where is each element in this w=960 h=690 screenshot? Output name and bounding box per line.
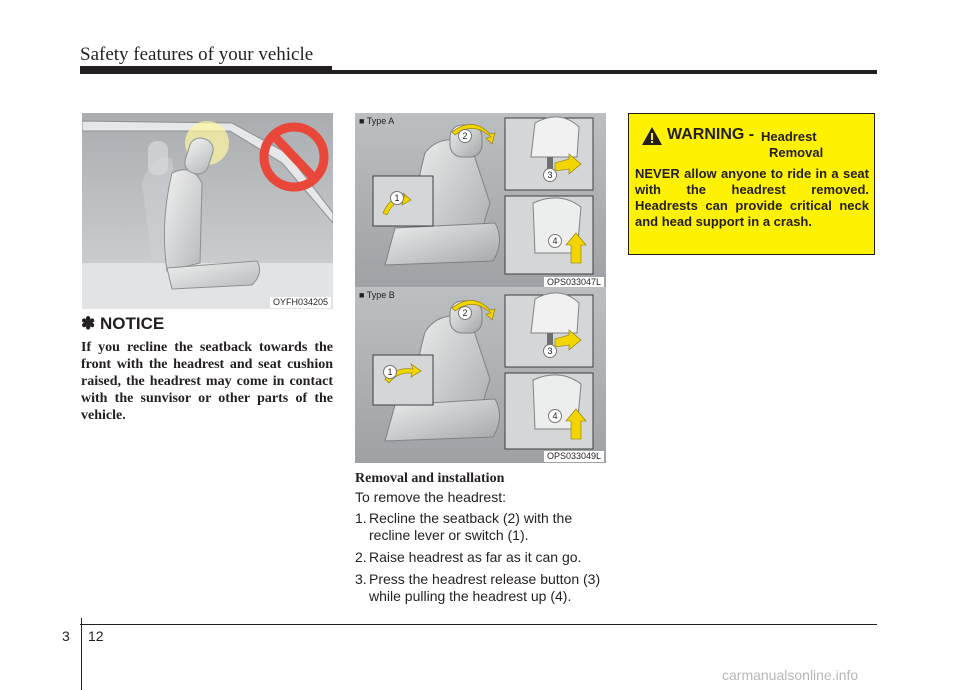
callout-4: 4 bbox=[548, 409, 562, 423]
notice-heading: ✽ NOTICE bbox=[81, 314, 165, 333]
running-header: Safety features of your vehicle bbox=[80, 44, 314, 65]
footer-rule bbox=[80, 624, 877, 625]
watermark: carmanualsonline.info bbox=[722, 667, 859, 683]
list-item: 3. Press the headrest release button (3) while pulling the headrest up (4). bbox=[355, 571, 601, 604]
warning-triangle-icon bbox=[641, 126, 663, 146]
page-number: 12 bbox=[88, 628, 104, 644]
notice-body: If you recline the seatback towards the front with the headrest and seat cushion raised, the headrest may come in contact with the sunvisor or other parts of the vehicle. bbox=[81, 340, 333, 423]
callout-1: 1 bbox=[390, 191, 404, 205]
figure-code: OYFH034205 bbox=[270, 297, 331, 308]
type-b-figure bbox=[355, 287, 606, 463]
removal-steps bbox=[355, 510, 607, 610]
type-a-label: ■ Type A bbox=[359, 116, 395, 126]
type-a-figure bbox=[355, 113, 606, 289]
chapter-number: 3 bbox=[62, 628, 70, 644]
warning-topic: Headrest bbox=[761, 129, 817, 144]
list-item: 1. Recline the seatback (2) with the recline lever or switch (1). bbox=[355, 510, 573, 543]
list-item: 2. Raise headrest as far as it can go. bbox=[355, 549, 582, 565]
figure-code: OPS033049L bbox=[544, 451, 604, 462]
warning-text: NEVER allow anyone to ride in a seat with the headrest removed. Headrests can provide critical neck and head support in a crash. bbox=[635, 166, 869, 229]
callout-2: 2 bbox=[458, 129, 472, 143]
callout-3: 3 bbox=[543, 168, 557, 182]
warning-label: WARNING - bbox=[667, 126, 755, 143]
callout-3: 3 bbox=[543, 344, 557, 358]
headrest-contact-illustration bbox=[82, 113, 333, 309]
header-rule bbox=[80, 70, 877, 74]
warning-box bbox=[628, 113, 875, 255]
headrest-contact-figure bbox=[82, 113, 333, 309]
figure-code: OPS033047L bbox=[544, 277, 604, 288]
footer-divider bbox=[81, 618, 82, 690]
type-b-label: ■ Type B bbox=[359, 290, 395, 300]
callout-4: 4 bbox=[548, 234, 562, 248]
callout-1: 1 bbox=[383, 365, 397, 379]
section-heading: Removal and installation bbox=[355, 471, 505, 486]
warning-topic-line2: Removal bbox=[769, 145, 824, 160]
callout-2: 2 bbox=[458, 306, 472, 320]
removal-intro: To remove the headrest: bbox=[355, 489, 506, 505]
